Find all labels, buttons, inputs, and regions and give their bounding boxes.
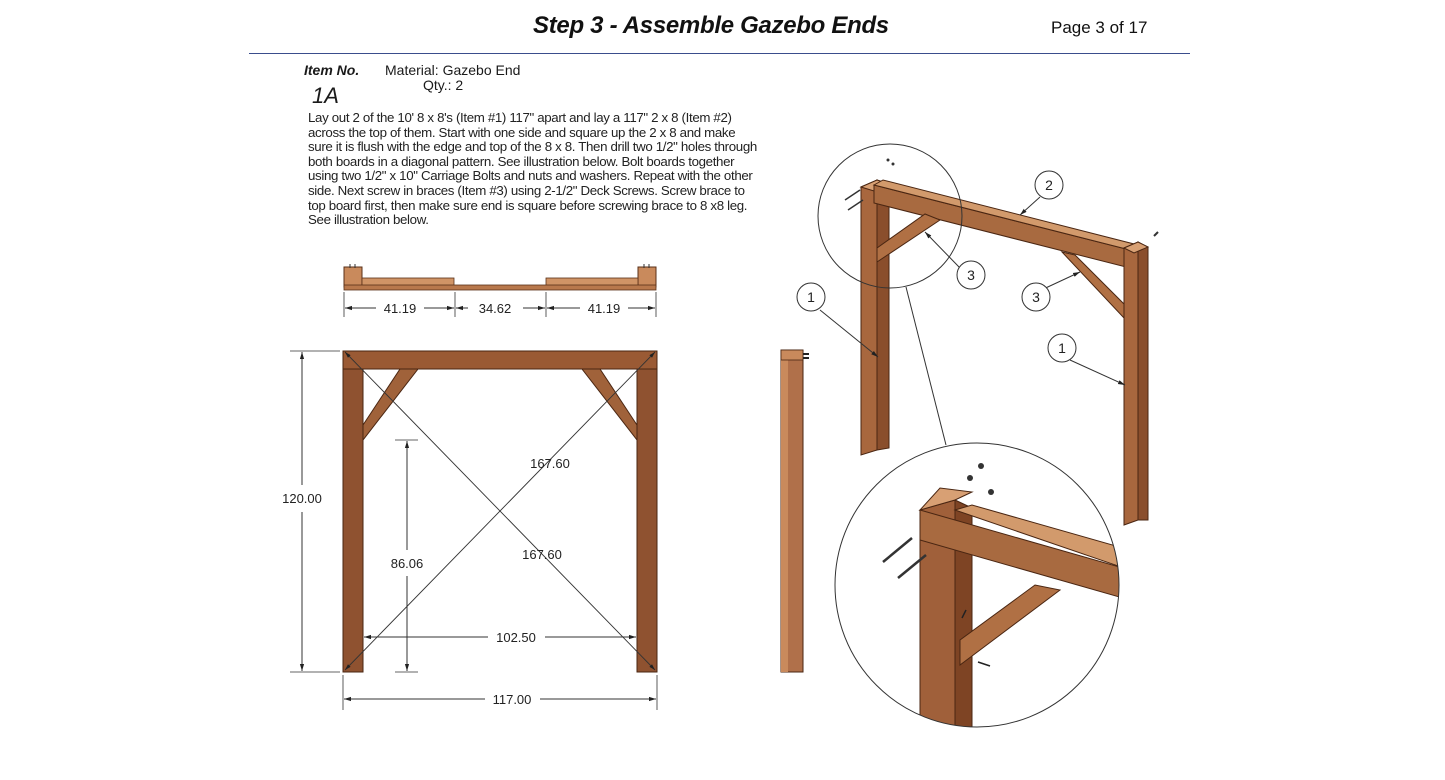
callout-leg-left: 1 [807,289,815,305]
front-elevation-drawing [290,351,657,710]
callout-brace-left: 3 [967,267,975,283]
page-title: Step 3 - Assemble Gazebo Ends [533,12,889,39]
dim-height: 120.00 [282,491,322,506]
dim-overall-width: 117.00 [492,692,532,707]
item-number-label: Item No. [304,62,360,78]
page-number: Page 3 of 17 [1051,18,1148,37]
isometric-assembly-drawing [797,144,1158,525]
material-label: Material: Gazebo End [385,62,521,78]
dim-top-middle: 34.62 [478,301,512,316]
assembly-instructions: Lay out 2 of the 10' 8 x 8's (Item #1) 117" apart and lay a 117" 2 x 8 (Item #2) across the top of them. Start with one side and square up the 2 x 8 and make sure it is flush with the edge and top of the 8 x 8. Then drill two 1/2" holes through both boards in a diagonal pattern. See illustration below. Bolt boards together using two 1/2" x 10" Carriage Bolts and nuts and washers. Repeat with the other side. Next screw in braces (Item #3) using 2-1/2" Deck Screws. Screw brace to top board first, then make sure end is square before screwing brace to 8 x8 leg. See illustration below. [308,110,757,228]
dim-diagonal-1: 167.60 [530,456,570,471]
callout-leg-right: 1 [1058,340,1066,356]
dim-diagonal-2: 167.60 [522,547,562,562]
side-view-post [781,350,809,672]
callout-brace-right: 3 [1032,289,1040,305]
quantity-label: Qty.: 2 [423,77,464,93]
corner-detail-drawing [835,443,1130,760]
dim-top-right: 41.19 [587,301,621,316]
item-number: 1A [312,83,339,108]
dim-brace-height: 86.06 [390,556,424,571]
callout-top-board: 2 [1045,177,1053,193]
dim-top-left: 41.19 [383,301,417,316]
dim-inner-width: 102.50 [496,630,536,645]
